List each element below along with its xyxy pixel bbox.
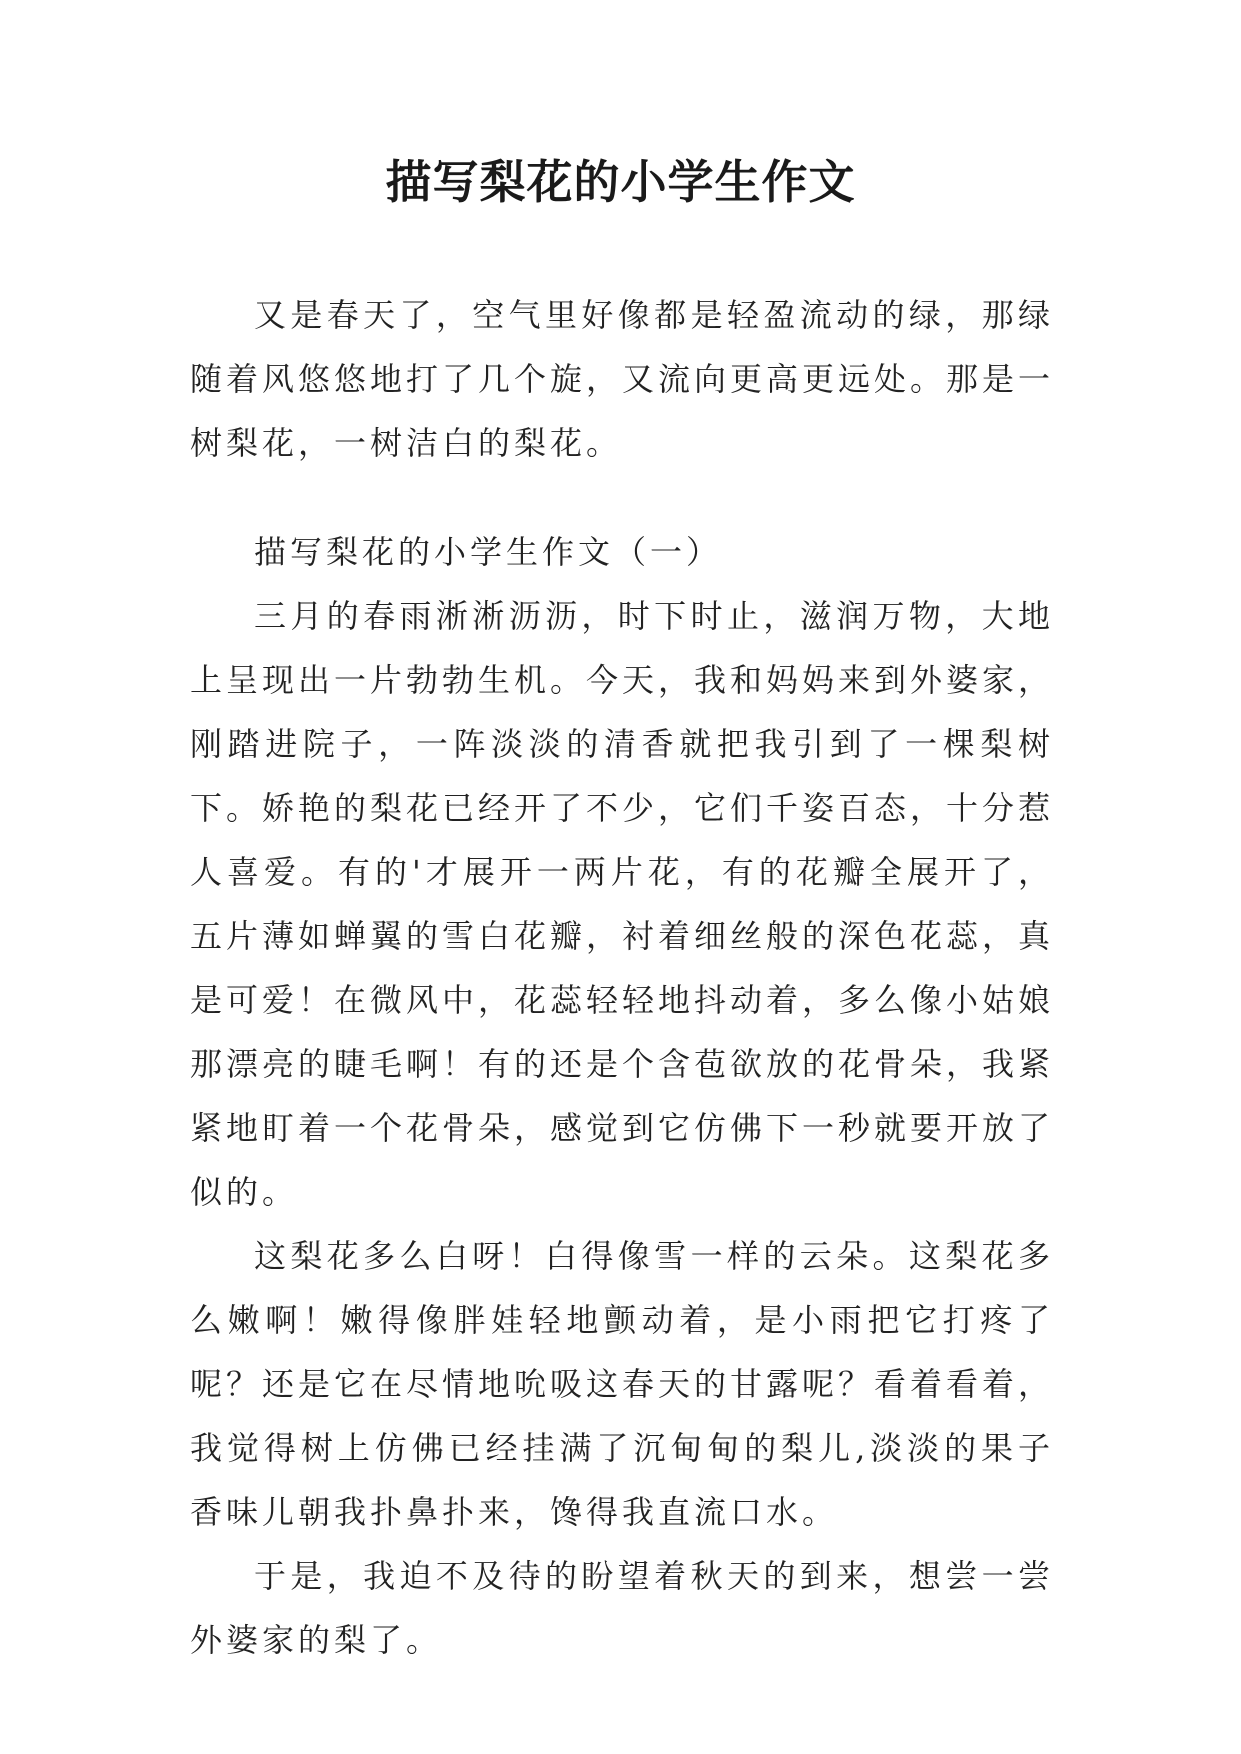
essay-paragraph-1: 三月的春雨淅淅沥沥，时下时止，滋润万物，大地上呈现出一片勃勃生机。今天，我和妈妈来到外婆家，刚踏进院子，一阵淡淡的清香就把我引到了一棵梨树下。娇艳的梨花已经开了不少，它们千姿百态，十分惹人喜爱。有的'才展开一两片花，有的花瓣全展开了，五片薄如蝉翼的雪白花瓣，衬着细丝般的深色花蕊，真是可爱！在微风中，花蕊轻轻地抖动着，多么像小姑娘那漂亮的睫毛啊！有的还是个含苞欲放的花骨朵，我紧紧地盯着一个花骨朵，感觉到它仿佛下一秒就要开放了似的。 xyxy=(190,597,1055,1211)
page-title: 描写梨花的小学生作文 xyxy=(385,155,856,209)
essay-paragraph-3: 于是，我迫不及待的盼望着秋天的到来，想尝一尝外婆家的梨了。 xyxy=(190,1557,1054,1659)
section-title: 描写梨花的小学生作文（一） xyxy=(254,533,723,571)
essay-section xyxy=(190,520,1054,1672)
intro-block xyxy=(190,283,1054,475)
intro-paragraph: 又是春天了，空气里好像都是轻盈流动的绿，那绿随着风悠悠地打了几个旋，又流向更高更远处。那是一树梨花，一树洁白的梨花。 xyxy=(190,296,1055,462)
essay-paragraph-2: 这梨花多么白呀！白得像雪一样的云朵。这梨花多么嫩啊！嫩得像胖娃轻地颤动着，是小雨把它打疼了呢？还是它在尽情地吮吸这春天的甘露呢？看着看着，我觉得树上仿佛已经挂满了沉甸甸的梨儿,淡淡的果子香味儿朝我扑鼻扑来，馋得我直流口水。 xyxy=(190,1237,1055,1531)
